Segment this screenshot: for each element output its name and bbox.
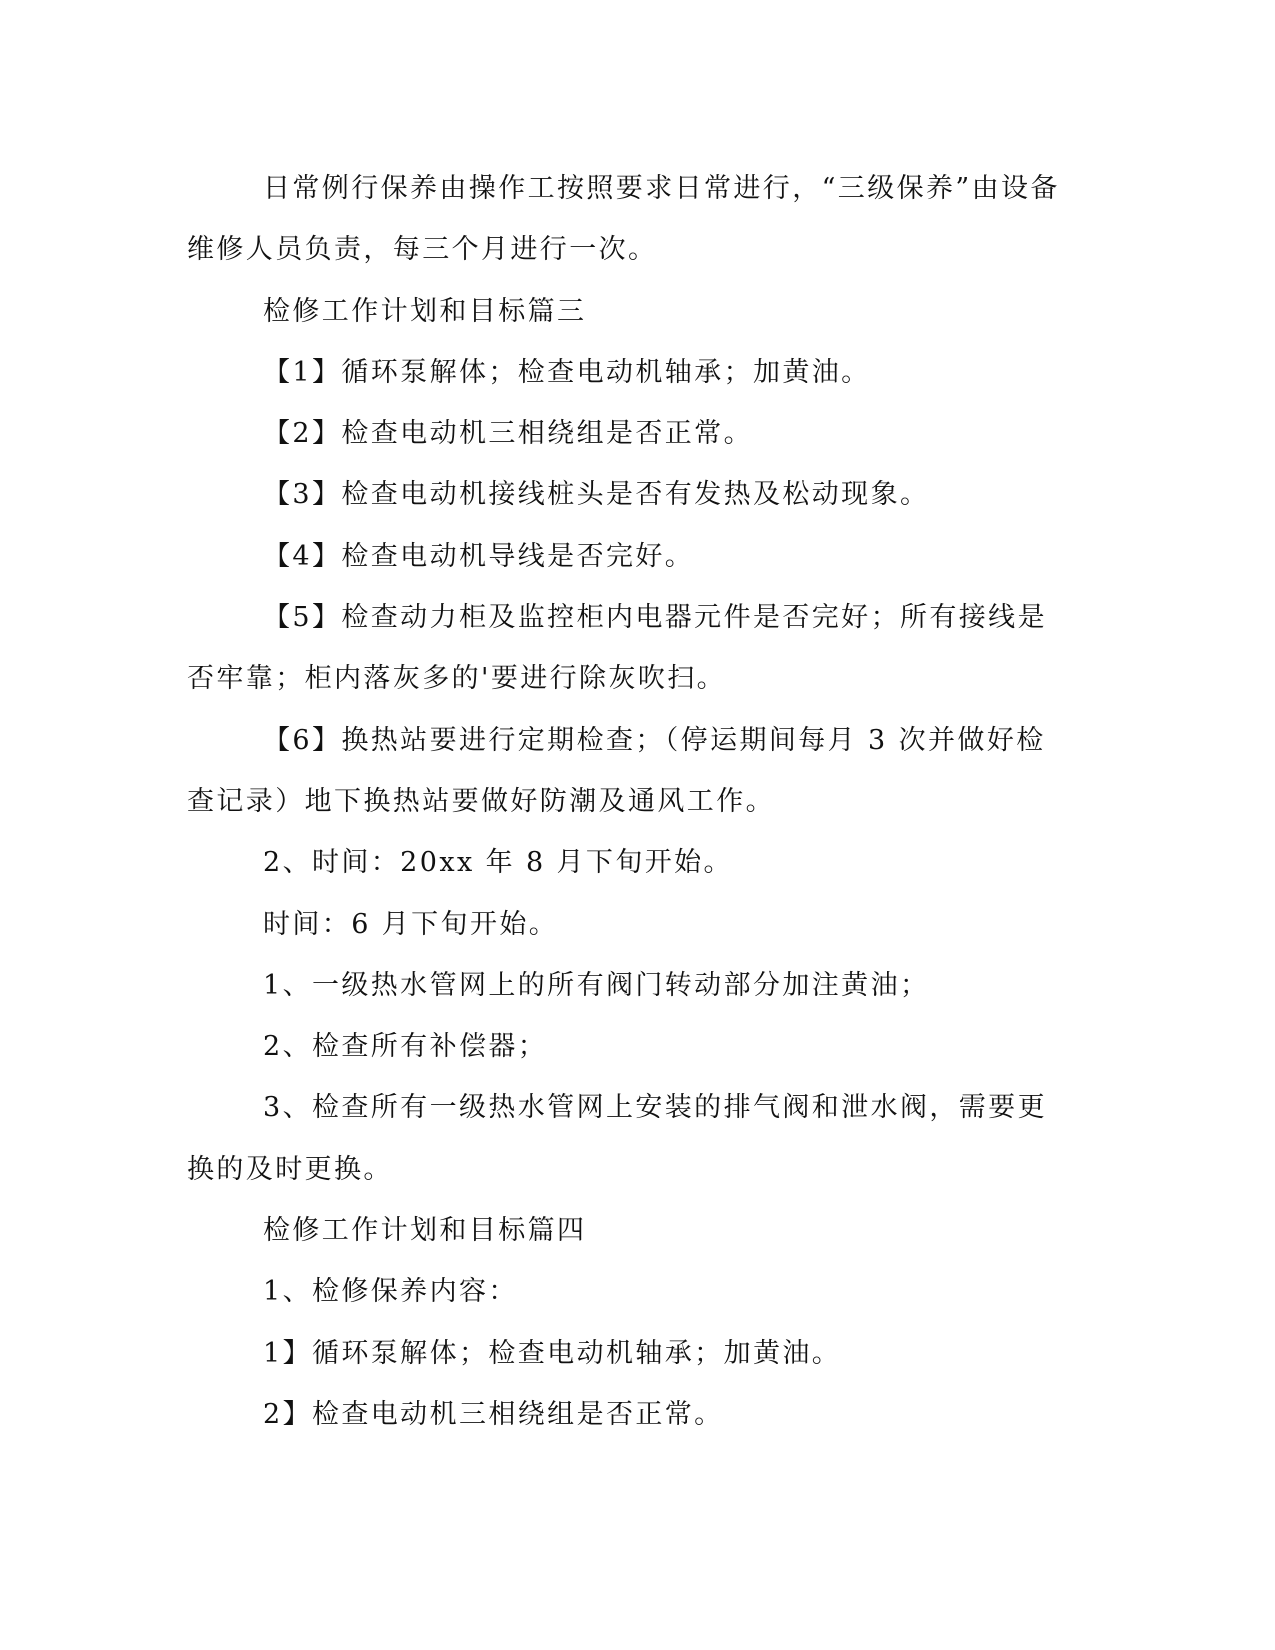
paragraph-maintenance-intro: 日常例行保养由操作工按照要求日常进行，“三级保养”由设备维修人员负责，每三个月进行一次。 <box>187 173 1060 266</box>
document-body <box>187 158 1067 1445</box>
list-item-cabinet-check: 【5】检查动力柜及监控柜内电器元件是否完好；所有接线是否牢靠；柜内落灰多的'要进行除灰吹扫。 <box>187 602 1047 695</box>
list-item-compensators: 2、检查所有补偿器； <box>263 1031 548 1063</box>
list-item-motor-windings: 【2】检查电动机三相绕组是否正常。 <box>263 418 753 450</box>
paragraph-start-time-june: 时间：6 月下旬开始。 <box>263 908 559 940</box>
list-item-pump-disassembly-2: 1】循环泵解体；检查电动机轴承；加黄油。 <box>263 1337 842 1369</box>
section-heading-part-four: 检修工作计划和目标篇四 <box>263 1215 587 1247</box>
list-item-valve-grease: 1、一级热水管网上的所有阀门转动部分加注黄油； <box>263 969 930 1001</box>
list-item-exhaust-drain-valves: 3、检查所有一级热水管网上安装的排气阀和泄水阀，需要更换的及时更换。 <box>187 1092 1047 1185</box>
list-item-motor-wires: 【4】检查电动机导线是否完好。 <box>263 540 695 572</box>
list-item-motor-windings-2: 2】检查电动机三相绕组是否正常。 <box>263 1398 724 1430</box>
list-item-pump-disassembly: 【1】循环泵解体；检查电动机轴承；加黄油。 <box>263 356 871 388</box>
section-heading-part-three: 检修工作计划和目标篇三 <box>263 295 587 327</box>
list-item-motor-terminals: 【3】检查电动机接线桩头是否有发热及松动现象。 <box>263 479 930 511</box>
paragraph-start-time-august: 2、时间：20xx 年 8 月下旬开始。 <box>263 847 733 879</box>
paragraph-maintenance-content: 1、检修保养内容： <box>263 1276 518 1308</box>
list-item-heat-station-check: 【6】换热站要进行定期检查；（停运期间每月 3 次并做好检查记录）地下换热站要做好防潮及通风工作。 <box>187 724 1046 817</box>
